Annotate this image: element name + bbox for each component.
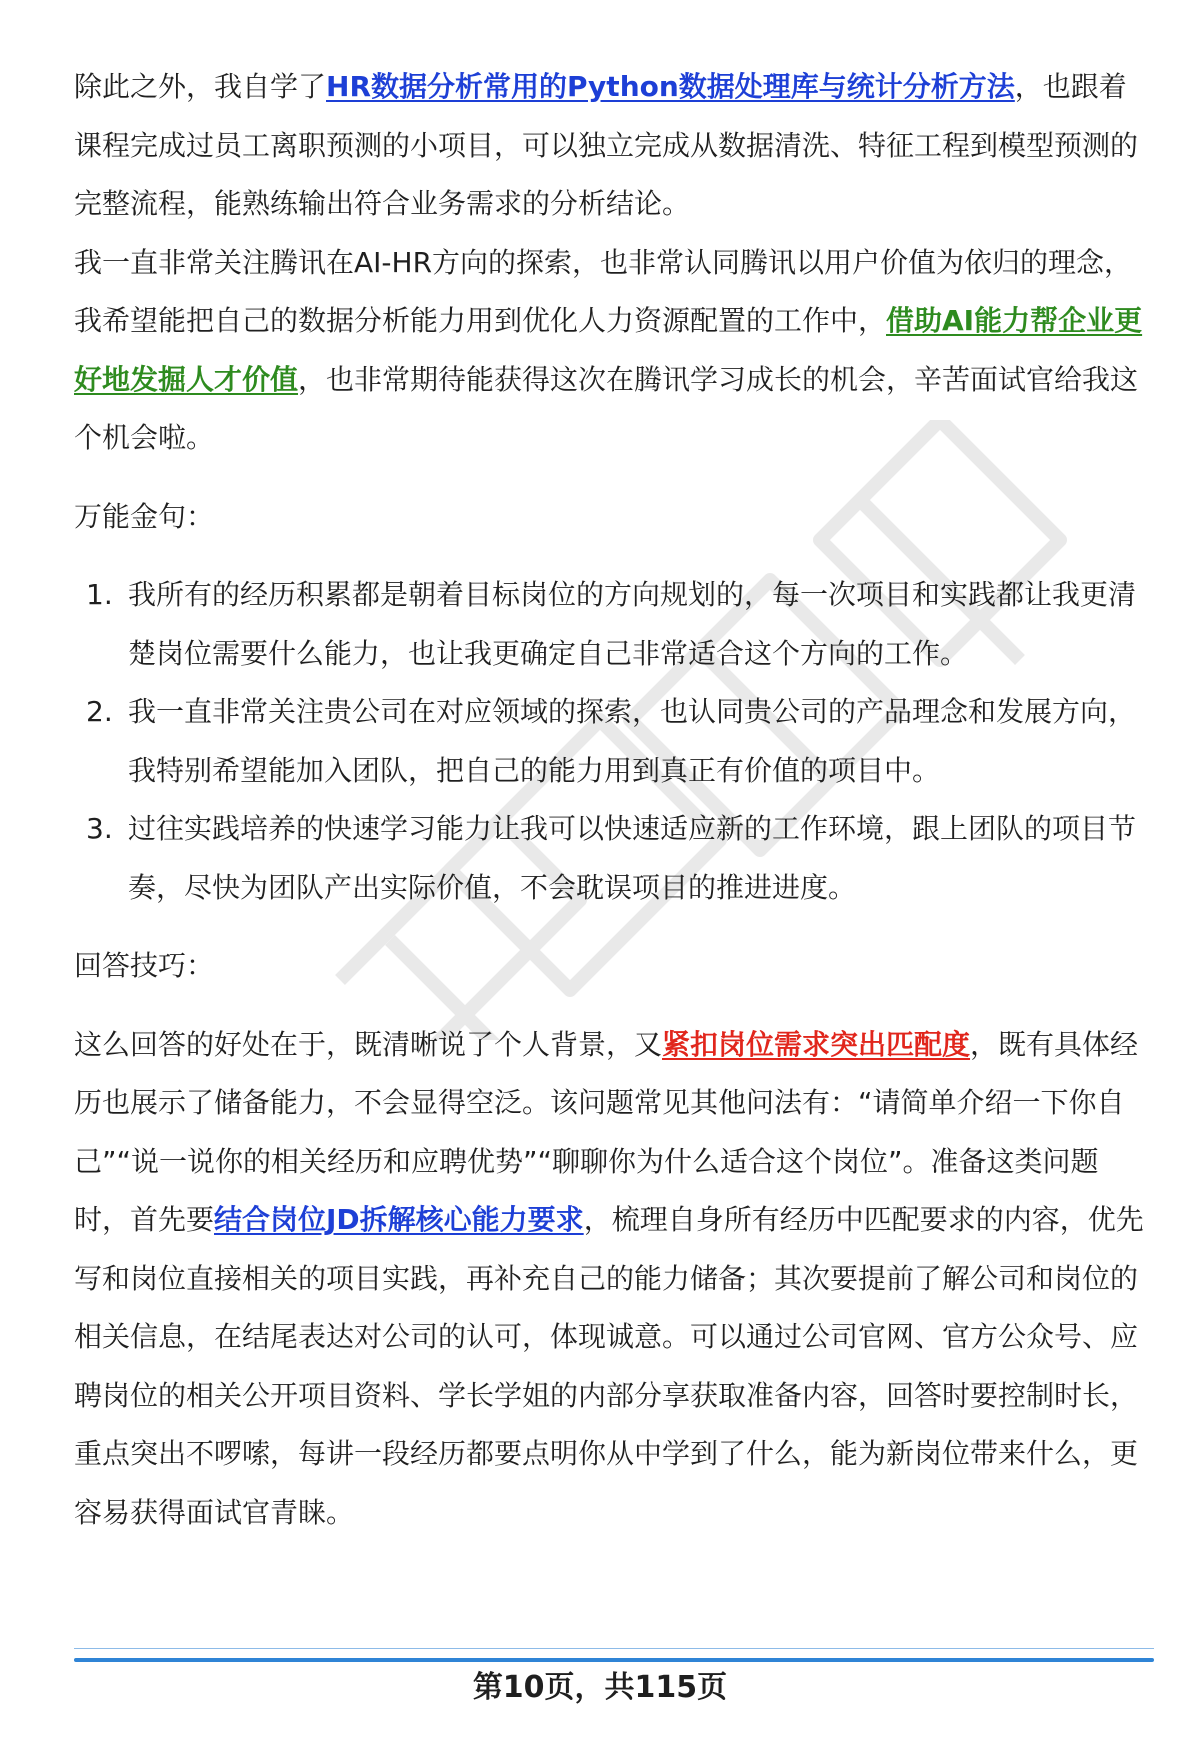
paragraph-text: ，也跟着课程完成过员工离职预测的小项目，可以独立完成从数据清洗、特征工程到模型预测的完整流程，能熟练输出符合业务需求的分析结论。 [74,70,1139,220]
paragraph-text: 这么回答的好处在于，既清晰说了个人背景，又 [74,1027,663,1061]
paragraph-answer-tips [74,1016,1154,1543]
list-number: 1. [86,578,113,611]
page-number: 第10页，共115页 [472,1670,728,1705]
paragraph-text: ，既有具体经历也展示了储备能力，不会显得空泛。该问题常见其他问法有：“请简单介绍一下你自己”“说一说你的相关经历和应聘优势”“聊聊你为什么适合这个岗位”。准备这类问题时，首先要 [74,1027,1139,1236]
list-item [74,800,1154,917]
footer-divider [74,1658,1154,1662]
document-body [74,58,1154,1542]
paragraph-text: 我一直非常关注腾讯在AI-HR方向的探索，也非常认同腾讯以用户价值为依归的理念，我希望能把自己的数据分析能力用到优化人力资源配置的工作中， [74,245,1133,337]
section-heading-answer-tips: 回答技巧： [74,949,215,982]
highlight-link-ai-talent[interactable]: 借助AI能力帮企业更好地发掘人才价值 [74,304,1143,396]
list-item [74,566,1154,683]
list-number: 2. [86,695,113,728]
paragraph-self-study [74,58,1154,234]
list-item-text: 我所有的经历积累都是朝着目标岗位的方向规划的，每一次项目和实践都让我更清楚岗位需要什么能力，也让我更确定自己非常适合这个方向的工作。 [128,578,1137,670]
list-item [74,683,1154,800]
list-item-text: 过往实践培养的快速学习能力让我可以快速适应新的工作环境，跟上团队的项目节奏，尽快为团队产出实际价值，不会耽误项目的推进进度。 [128,812,1137,904]
list-number: 3. [86,812,113,845]
golden-sentences-list [74,566,1154,917]
highlight-link-job-match[interactable]: 紧扣岗位需求突出匹配度 [662,1027,971,1061]
paragraph-tencent-interest [74,234,1154,468]
paragraph-text: 除此之外，我自学了 [74,70,327,103]
paragraph-text: ，梳理自身所有经历中匹配要求的内容，优先写和岗位直接相关的项目实践，再补充自己的能力储备；其次要提前了解公司和岗位的相关信息，在结尾表达对公司的认可，体现诚意。可以通过公司官网、官方公众号、应聘岗位的相关公开项目资料、学长学姐的内部分享获取准备内容，回答时要控制时长，重点突出不啰嗦，每讲一段经历都要点明你从中学到了什么，能为新岗位带来什么，更容易获得面试官青睐。 [74,1203,1144,1529]
highlight-link-python-methods[interactable]: HR数据分析常用的Python数据处理库与统计分析方法 [326,70,1015,103]
highlight-link-jd-breakdown[interactable]: 结合岗位JD拆解核心能力要求 [214,1203,584,1236]
list-item-text: 我一直非常关注贵公司在对应领域的探索，也认同贵公司的产品理念和发展方向，我特别希望能加入团队，把自己的能力用到真正有价值的项目中。 [128,695,1137,787]
section-heading-golden-sentences: 万能金句： [74,499,215,533]
paragraph-text: ，也非常期待能获得这次在腾讯学习成长的机会，辛苦面试官给我这个机会啦。 [74,362,1139,454]
footer-divider-thin [74,1648,1154,1649]
